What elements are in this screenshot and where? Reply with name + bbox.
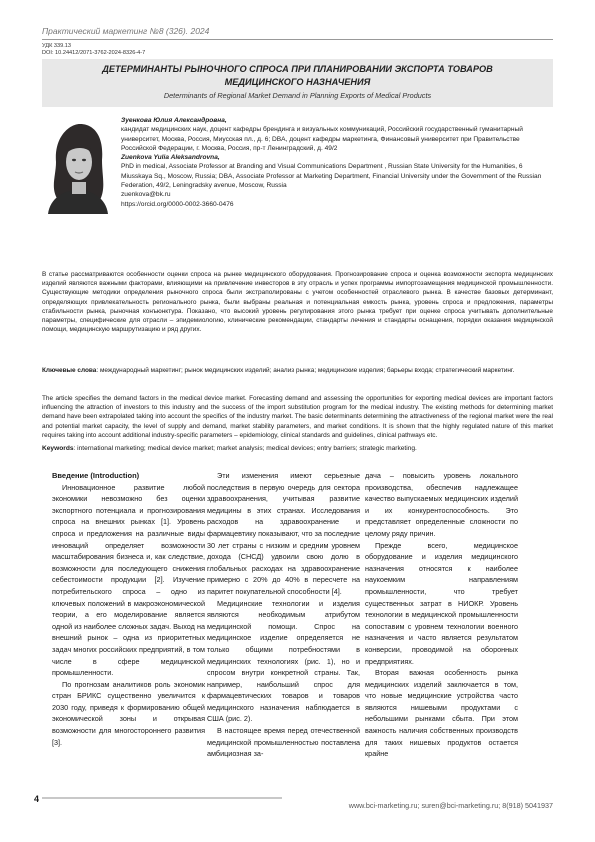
paragraph: Вторая важная особенность рынка медицинских изделий заключается в том, что новые медицинские устройства часто являются нишевыми продуктами с небольшими рынками сбыта. При этом важность наличия собственных производств для таких нишевых продуктов остается крайне xyxy=(365,668,518,759)
abstract-en: The article specifies the demand factors in the medical device market. Forecasting demand and assessing the opportunities for exporting medical devices are important factors influencing the attraction of investors to this industry and the success of the import substitution program for the medical industry. The existing methods for determining market demand have been extrapolated taking into account the specifics of the industry market. The basic determinants determining the attractiveness of the regional market were the real and potential market capacity, the level of supply and demand, market stability parameters, and market conditions. It is shown that the highly regulated nature of this market requires taking into account additional industry-specific parameters – epidemiology, clinical standards and guidelines, clinical pathways etc. xyxy=(42,395,553,439)
keywords-en-text: : international marketing; medical device market; market analysis; medical devices; entry barriers; strategic marketing. xyxy=(73,445,417,452)
paragraph: Эти изменения имеют серьезные последствия в первую очередь для сектора здравоохранения, учитывая развитие медицины в этих странах. Исследования расходов на здравоохранение и фармацевтику показывают, что за последние 30 лет страны с низким и средним уровнем дохода (СНСД) удвоили свою долю в глобальных расходах на здравоохранение примерно с 20% до 40% в пересчете на паритет покупательной способности [4]. xyxy=(207,471,360,596)
paragraph: Медицинские технологии и изделия являются необходимым атрибутом медицинской помощи. Спрос на медицинское изделие определяется не только общими потребностями в медицинских технологиях (рис. 1), но и спросом внутри конкретной страны. Так, например, наибольший спрос для фармацевтических товаров и товаров медицинского назначения наблюдается в США (рис. 2). xyxy=(207,598,360,724)
udk-doi-block xyxy=(42,43,145,57)
footer-contacts: www.bci-marketing.ru; suren@bci-marketing.ru; 8(918) 5041937 xyxy=(348,801,553,810)
title-banner xyxy=(42,59,553,107)
doi-code: DOI: 10.24412/2071-3762-2024-8326-4-7 xyxy=(42,50,146,56)
keywords-ru-label: Ключевые слова xyxy=(42,367,97,374)
keywords-en-label: Keywords xyxy=(42,445,74,452)
paragraph: Инновационное развитие любой экономики невозможно без оценки экспортного потенциала и прогнозирования спроса на внешних рынках [1]. Уровень спроса и предложения на различные виды инноваций определяет возможности масштабирования бизнеса и, как следствие, возможности для последующего снижения себестоимости продукции [2]. Изучение потребительского спроса – одно из ключевых положений в макроэкономической теории, а его моделирование является одной из наиболее сложных задач. Выход на внешний рынок – одна из приоритетных задач многих российских предприятий, в том числе в сфере медицинской промышленности. xyxy=(52,482,205,678)
keywords-en xyxy=(42,444,553,453)
article-title-en: Determinants of Regional Market Demand in Planning Exports of Medical Products xyxy=(163,91,432,100)
body-column-3 xyxy=(365,470,518,760)
body-column-1 xyxy=(52,470,205,748)
paragraph: Прежде всего, медицинское оборудование и изделия медицинского назначения относятся к наиболее наукоемким направлениям промышленности, что требует существенных затрат в НИОКР. Уровень технологии в медицинской промышленности сопоставим с уровнем технологии военного назначения и часто является результатом конверсии, проводимой на оборонных предприятиях. xyxy=(365,540,518,666)
author-info xyxy=(121,116,553,209)
author-bio-en: PhD in medical, Associate Professor at Branding and Visual Communications Department , Russian State University for the Humanities, 6 Miusskaya Sq., Moscow, Russia; DBA, Associate Professor at Marketing Department, Financial University under the Government of the Russian Federation, 49/2, Leningradsky avenue, Moscow, Russia xyxy=(121,163,542,190)
keywords-ru-text: : международный маркетинг; рынок медицинских изделий; анализ рынка; медицинские изделия; барьеры входа; стратегический маркетинг. xyxy=(96,367,515,374)
header-divider xyxy=(42,39,553,40)
author-bio-ru: кандидат медицинских наук, доцент кафедры брендинга и визуальных коммуникаций, Российский государственный гуманитарный университет, Москва, Россия, Миусская пл., д. 6; DBA, доцент кафедры маркетинга, Финансовый университет при Правительстве Российской Федерации, г. Москва, Россия, пр-т Ленинградский, д. 49/2 xyxy=(121,126,523,152)
author-photo xyxy=(42,118,114,214)
author-name-ru: Зуенкова Юлия Александровна, xyxy=(121,117,227,124)
section-heading: Введение (Introduction) xyxy=(52,471,140,480)
body-column-2 xyxy=(207,470,360,760)
author-email[interactable]: zuenkova@bk.ru xyxy=(121,191,171,199)
keywords-ru xyxy=(42,366,553,375)
article-title-ru: ДЕТЕРМИНАНТЫ РЫНОЧНОГО СПРОСА ПРИ ПЛАНИРОВАНИИ ЭКСПОРТА ТОВАРОВ МЕДИЦИНСКОГО НАЗНАЧЕНИЯ xyxy=(102,64,493,87)
paragraph: дача – повысить уровень локального производства, обеспечив надлежащее качество выпускаемых медицинских изделий и их конкурентоспособность. Это представляет определенные сложности по целому ряду причин. xyxy=(365,471,518,538)
author-name-en: Zuenkova Yulia Aleksandrovna, xyxy=(121,154,220,162)
paragraph: В настоящее время перед отечественной медицинской промышленностью поставлена амбициозная за- xyxy=(207,726,360,759)
page-number: 4 xyxy=(34,794,40,804)
paragraph: По прогнозам аналитиков роль экономик стран БРИКС существенно увеличится к 2030 году, приведя к формированию общей экономической зоны и открывая возможности для многостороннего развития [3]. xyxy=(52,679,205,747)
journal-header: Практический маркетинг №8 (326). 2024 xyxy=(42,26,210,36)
footer-divider xyxy=(42,797,282,799)
author-orcid[interactable]: https://orcid.org/0000-0002-3660-0476 xyxy=(121,200,234,208)
abstract-ru: В статье рассматриваются особенности оценки спроса на рынке медицинского оборудования. Прогнозирование спроса и оценка возможности экспорта медицинских изделий являются важными факторами, влияющими на привлечение инвесторов в эту отрасль и успех программы импортозамещения медицинской промышленности. Существующие методики определения рыночного спроса были экстраполированы с учетом особенностей отраслевого рынка. В качестве базовых детерминант, определяющих привлекательность регионального рынка, были выбраны реальная и потенциальная емкость рынка, уровень спроса и предложения, параметры стабильности рынка, рыночная конъюнктура. Показано, что высокий уровень регулирования этого рынка требует при оценке спроса учитывать дополнительные параметры, специфические для отрасли – эпидемиологию, клинические рекомендации, стандарты лечения и стандарты оснащения, порядки оказания медицинской помощи, медицинскую маршрутизацию и ряд других. xyxy=(42,271,553,334)
udk-code: УДК 339.13 xyxy=(42,43,72,49)
